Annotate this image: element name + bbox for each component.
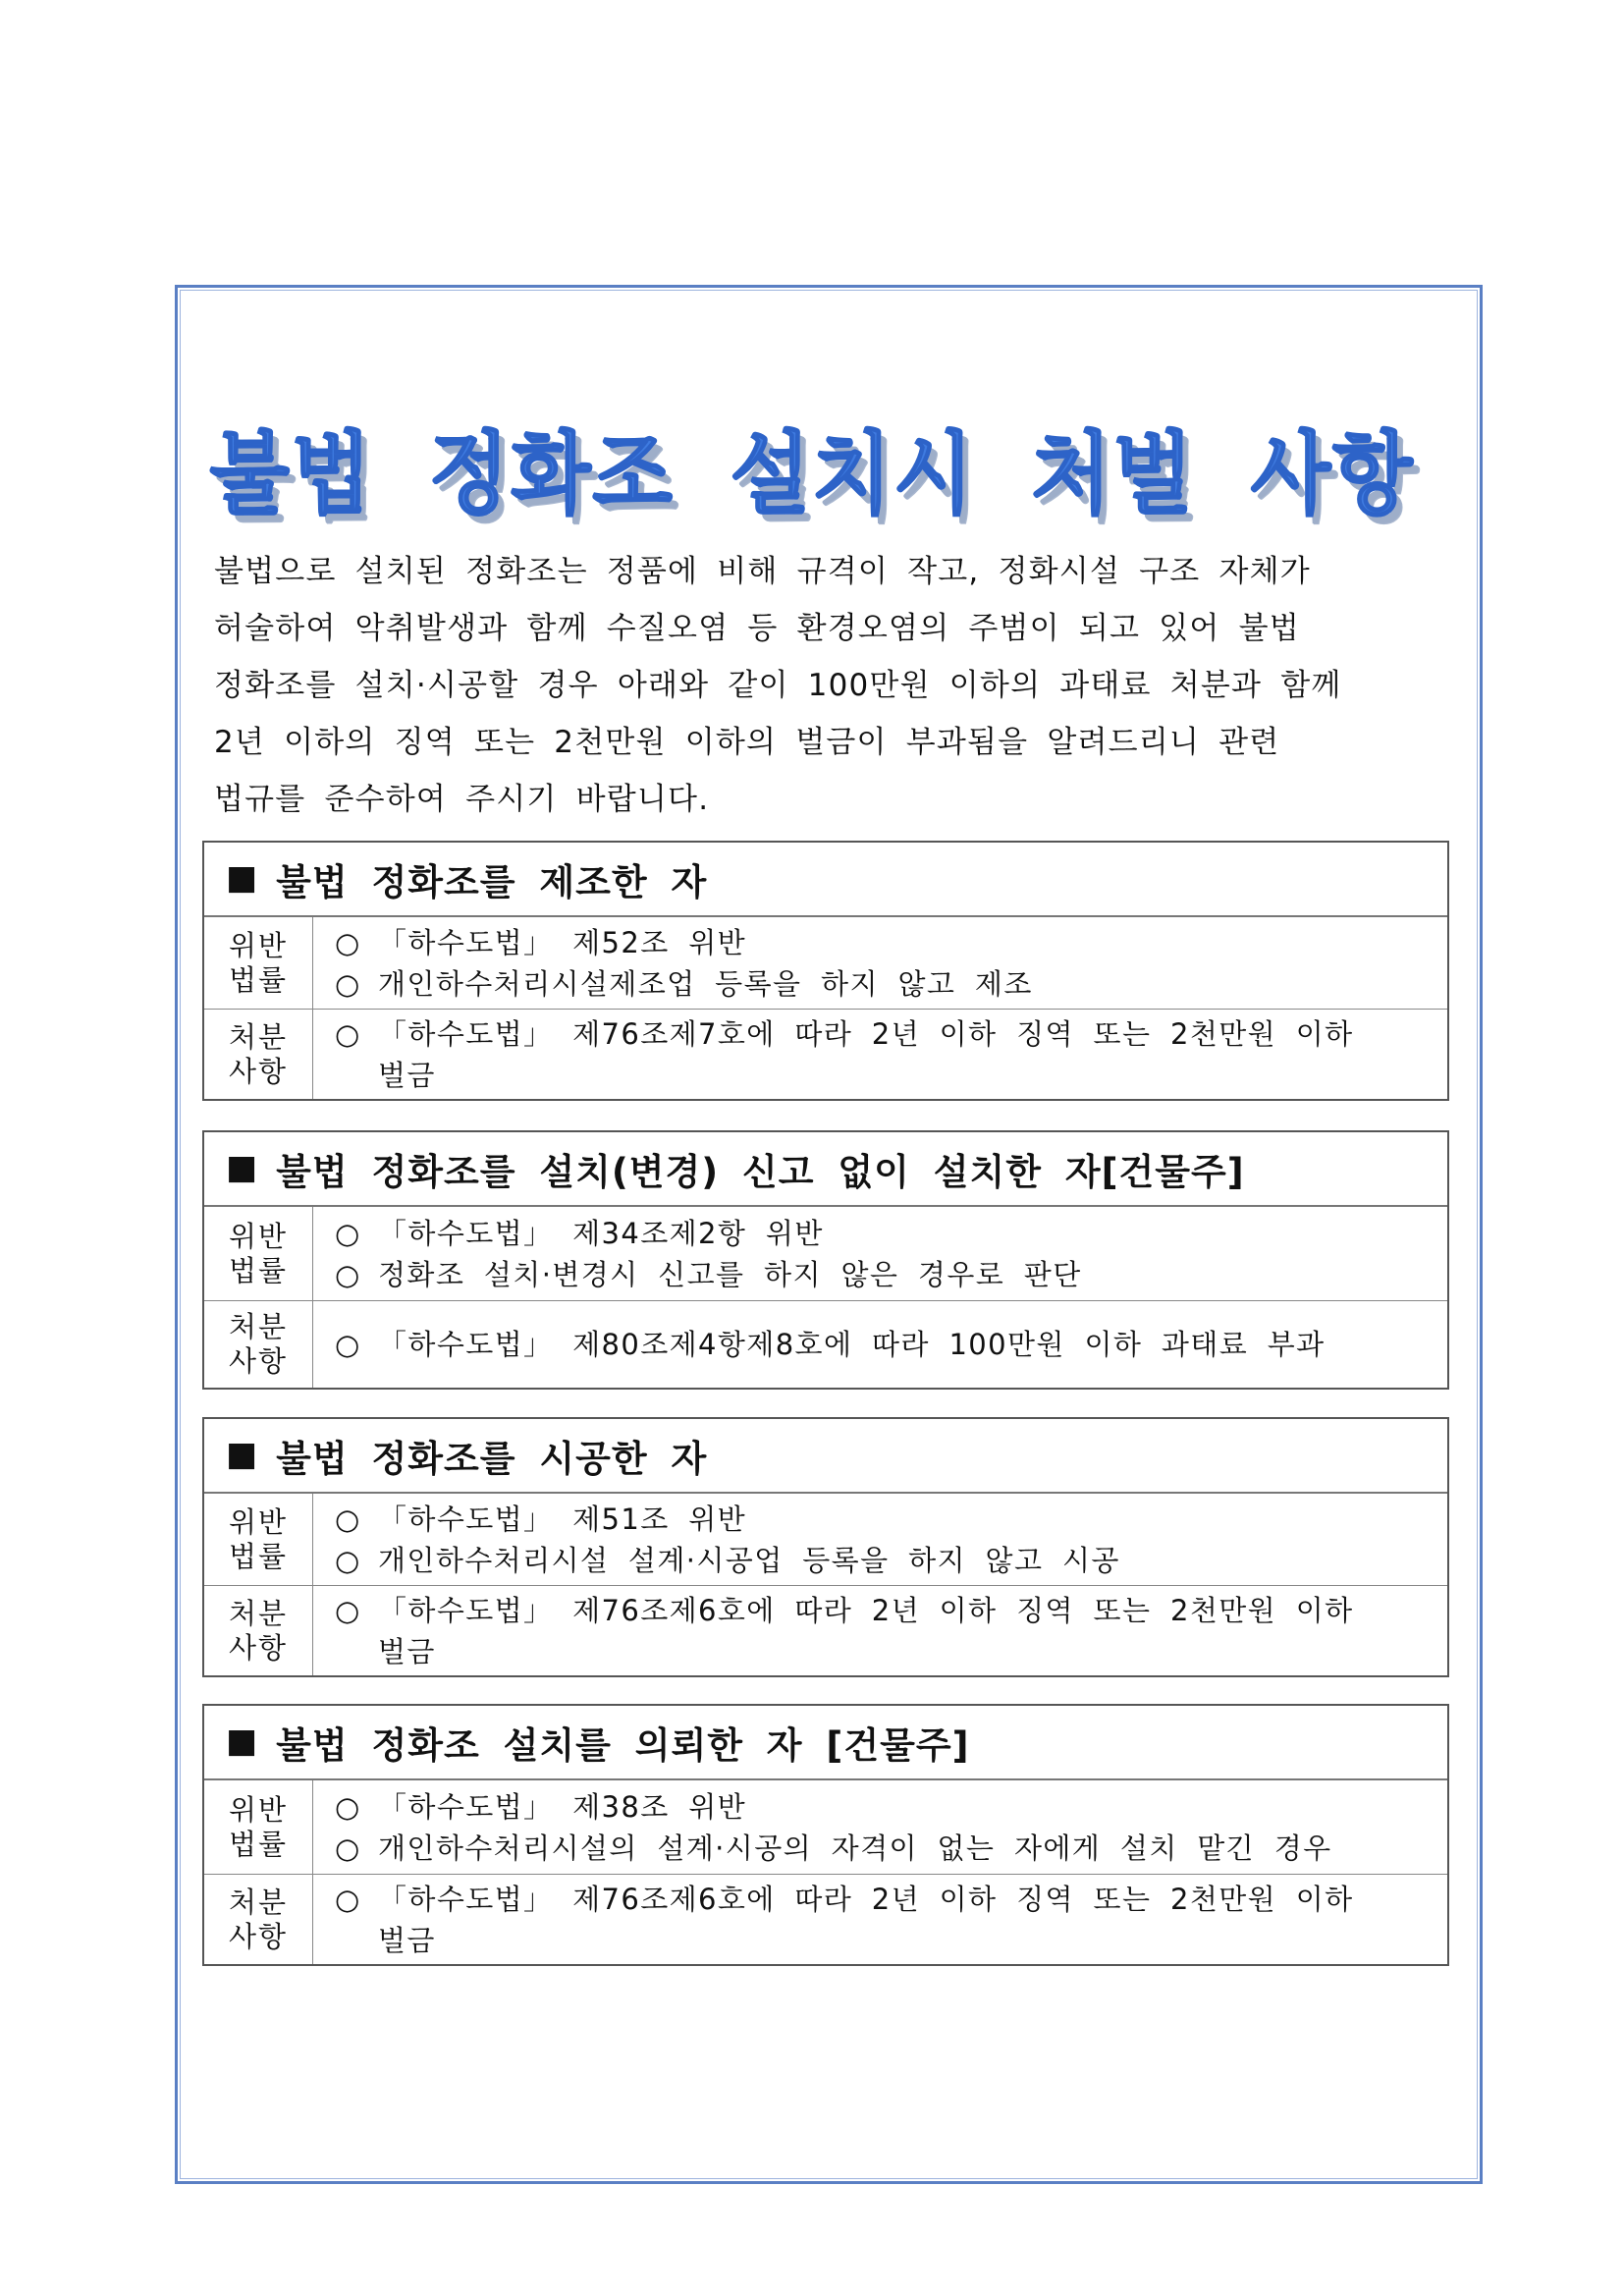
violation-label xyxy=(204,1780,313,1874)
penalty-item: 벌금 xyxy=(378,1923,436,1957)
label-line: 법률 xyxy=(228,962,289,997)
circle-bullet-icon: ○ xyxy=(335,966,361,1001)
section-heading-text: 불법 정화조를 설치(변경) 신고 없이 설치한 자[건물주] xyxy=(276,1151,1245,1193)
circle-bullet-icon: ○ xyxy=(335,1216,361,1250)
label-line: 위반 xyxy=(228,1504,289,1539)
circle-bullet-icon: ○ xyxy=(335,1502,361,1536)
intro-line: 법규를 준수하여 주시기 바랍니다. xyxy=(214,782,710,817)
penalty-label xyxy=(204,1586,313,1675)
penalty-section-unreported-installer xyxy=(202,1130,1449,1390)
violation-label xyxy=(204,1207,313,1300)
circle-bullet-icon: ○ xyxy=(335,925,361,959)
violation-content xyxy=(313,1494,1447,1585)
penalty-label xyxy=(204,1875,313,1964)
label-line: 처분 xyxy=(228,1885,289,1919)
circle-bullet-icon: ○ xyxy=(335,1789,361,1824)
intro-line: 정화조를 설치·시공할 경우 아래와 같이 100만원 이하의 과태료 처분과 함께 xyxy=(214,668,1342,703)
penalty-content xyxy=(313,1586,1447,1675)
label-line: 사항 xyxy=(228,1919,289,1953)
circle-bullet-icon: ○ xyxy=(335,1257,361,1291)
label-line: 처분 xyxy=(228,1019,289,1054)
penalty-content xyxy=(313,1301,1447,1388)
penalty-item: 벌금 xyxy=(378,1058,436,1092)
penalty-section-constructor xyxy=(202,1417,1449,1677)
label-line: 사항 xyxy=(228,1344,289,1378)
section-heading-text: 불법 정화조를 제조한 자 xyxy=(276,861,708,903)
section-heading-text: 불법 정화조 설치를 의뢰한 자 [건물주] xyxy=(276,1724,970,1767)
label-line: 법률 xyxy=(228,1539,289,1573)
penalty-item: 「하수도법」 제76조제6호에 따라 2년 이하 징역 또는 2천만원 이하 xyxy=(378,1593,1354,1627)
circle-bullet-icon: ○ xyxy=(335,1831,361,1865)
label-line: 처분 xyxy=(228,1596,289,1630)
label-line: 법률 xyxy=(228,1253,289,1287)
penalty-label xyxy=(204,1301,313,1388)
circle-bullet-icon: ○ xyxy=(335,1882,361,1916)
black-square-icon: ■ xyxy=(226,858,259,898)
section-heading xyxy=(204,843,1447,917)
penalty-label xyxy=(204,1010,313,1099)
violation-item: 개인하수처리시설제조업 등록을 하지 않고 제조 xyxy=(378,966,1033,1001)
violation-row xyxy=(204,1494,1447,1586)
penalty-section-requester xyxy=(202,1704,1449,1966)
circle-bullet-icon: ○ xyxy=(335,1016,361,1051)
label-line: 법률 xyxy=(228,1827,289,1861)
penalty-row xyxy=(204,1586,1447,1675)
section-heading xyxy=(204,1419,1447,1494)
violation-item: 「하수도법」 제34조제2항 위반 xyxy=(378,1216,824,1250)
intro-line: 불법으로 설치된 정화조는 정품에 비해 규격이 작고, 정화시설 구조 자체가 xyxy=(214,554,1311,589)
label-line: 사항 xyxy=(228,1054,289,1088)
circle-bullet-icon: ○ xyxy=(335,1543,361,1577)
penalty-item: 「하수도법」 제80조제4항제8호에 따라 100만원 이하 과태료 부과 xyxy=(378,1328,1326,1361)
black-square-icon: ■ xyxy=(226,1435,259,1474)
violation-item: 개인하수처리시설의 설계·시공의 자격이 없는 자에게 설치 맡긴 경우 xyxy=(378,1831,1332,1865)
violation-content xyxy=(313,917,1447,1009)
section-heading xyxy=(204,1706,1447,1780)
penalty-item: 벌금 xyxy=(378,1634,436,1668)
label-line: 위반 xyxy=(228,1219,289,1253)
violation-item: 정화조 설치·변경시 신고를 하지 않은 경우로 판단 xyxy=(378,1257,1082,1291)
label-line: 사항 xyxy=(228,1630,289,1665)
violation-row xyxy=(204,1780,1447,1875)
penalty-item: 「하수도법」 제76조제6호에 따라 2년 이하 징역 또는 2천만원 이하 xyxy=(378,1882,1354,1916)
black-square-icon: ■ xyxy=(226,1722,259,1761)
penalty-content xyxy=(313,1875,1447,1964)
violation-content xyxy=(313,1207,1447,1300)
label-line: 위반 xyxy=(228,1792,289,1827)
violation-item: 「하수도법」 제52조 위반 xyxy=(378,925,747,959)
intro-line: 허술하여 악취발생과 함께 수질오염 등 환경오염의 주범이 되고 있어 불법 xyxy=(214,611,1300,646)
violation-item: 「하수도법」 제51조 위반 xyxy=(378,1502,747,1536)
violation-label xyxy=(204,917,313,1009)
penalty-item: 「하수도법」 제76조제7호에 따라 2년 이하 징역 또는 2천만원 이하 xyxy=(378,1016,1354,1051)
violation-item: 「하수도법」 제38조 위반 xyxy=(378,1789,747,1824)
label-line: 위반 xyxy=(228,928,289,962)
intro-paragraph xyxy=(214,543,1490,828)
violation-content xyxy=(313,1780,1447,1874)
violation-row xyxy=(204,917,1447,1010)
page-title: 불법 정화조 설치시 처벌 사항 xyxy=(209,421,1415,526)
violation-item: 개인하수처리시설 설계·시공업 등록을 하지 않고 시공 xyxy=(378,1543,1120,1577)
penalty-section-manufacturer xyxy=(202,841,1449,1101)
penalty-row xyxy=(204,1301,1447,1388)
penalty-row xyxy=(204,1875,1447,1964)
black-square-icon: ■ xyxy=(226,1148,259,1187)
violation-row xyxy=(204,1207,1447,1301)
penalty-content xyxy=(313,1010,1447,1099)
section-heading xyxy=(204,1132,1447,1207)
violation-label xyxy=(204,1494,313,1585)
circle-bullet-icon: ○ xyxy=(335,1328,361,1361)
circle-bullet-icon: ○ xyxy=(335,1593,361,1627)
label-line: 처분 xyxy=(228,1310,289,1343)
intro-line: 2년 이하의 징역 또는 2천만원 이하의 벌금이 부과됨을 알려드리니 관련 xyxy=(214,725,1280,760)
section-heading-text: 불법 정화조를 시공한 자 xyxy=(276,1438,708,1480)
penalty-row xyxy=(204,1010,1447,1099)
